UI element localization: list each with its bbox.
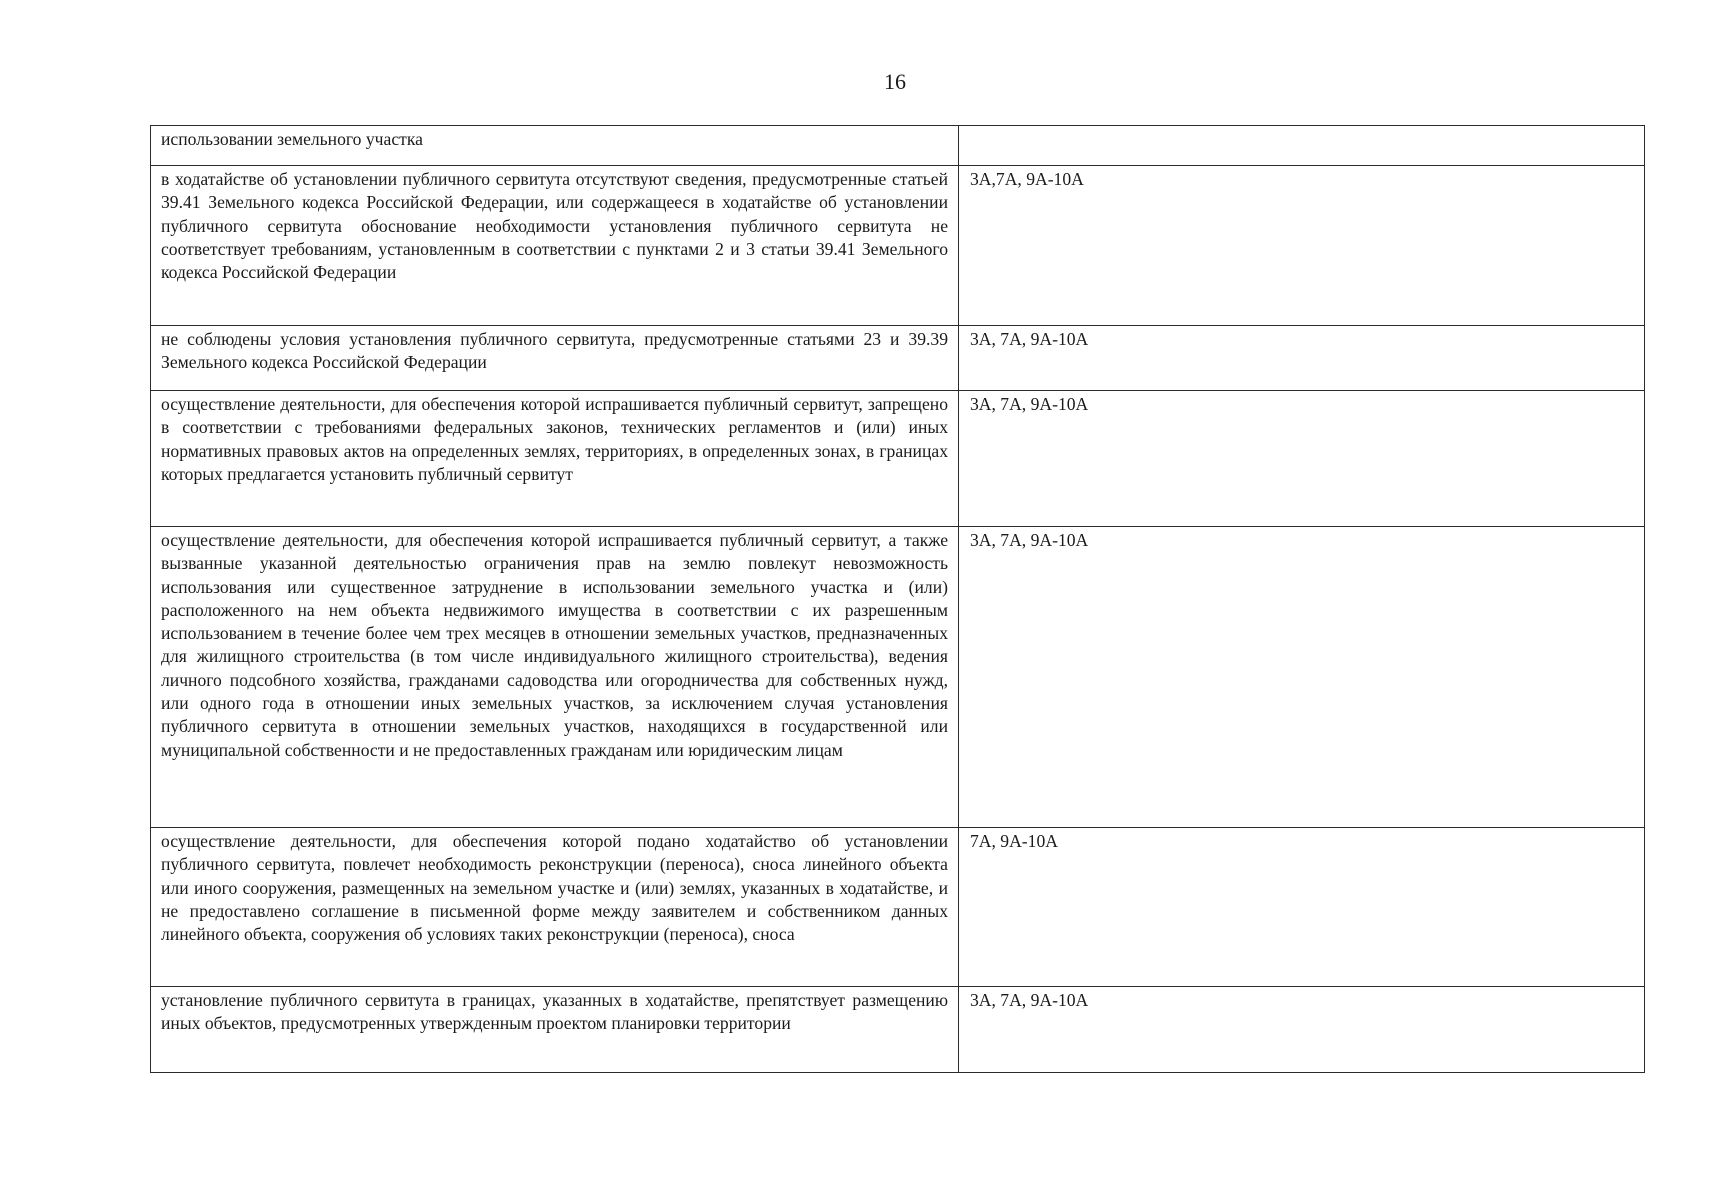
page-number: 16 (884, 69, 906, 94)
codes-cell: 3А, 7А, 9А-10А (959, 527, 1645, 828)
condition-cell: не соблюдены условия установления публичного сервитута, предусмотренные статьями 23 и 39.39 Земельного кодекса Российской Федерации (151, 326, 959, 391)
codes-cell: 3А,7А, 9А-10А (959, 166, 1645, 326)
condition-cell: установление публичного сервитута в границах, указанных в ходатайстве, препятствует размещению иных объектов, предусмотренных утвержденным проектом планировки территории (151, 987, 959, 1073)
condition-cell: использовании земельного участка (151, 126, 959, 166)
table-row (151, 391, 1645, 527)
codes-cell: 3А, 7А, 9А-10А (959, 987, 1645, 1073)
condition-cell: осуществление деятельности, для обеспечения которой подано ходатайство об установлении публичного сервитута, повлечет необходимость реконструкции (переноса), сноса линейного объекта или иного сооружения, размещенных на земельном участке и (или) землях, указанных в ходатайстве, и не предоставлено соглашение в письменной форме между заявителем и собственником данных линейного объекта, сооружения об условиях таких реконструкции (переноса), сноса (151, 828, 959, 987)
table-row (151, 527, 1645, 828)
condition-cell: в ходатайстве об установлении публичного сервитута отсутствуют сведения, предусмотренные статьей 39.41 Земельного кодекса Российской Федерации, или содержащееся в ходатайстве об установлении публичного сервитута обоснование необходимости установления публичного сервитута не соответствует требованиям, установленным в соответствии с пунктами 2 и 3 статьи 39.41 Земельного кодекса Российской Федерации (151, 166, 959, 326)
codes-cell: 3А, 7А, 9А-10А (959, 391, 1645, 527)
codes-cell (959, 126, 1645, 166)
table-row (151, 126, 1645, 166)
table-row (151, 326, 1645, 391)
codes-cell: 3А, 7А, 9А-10А (959, 326, 1645, 391)
condition-cell: осуществление деятельности, для обеспечения которой испрашивается публичный сервитут, а также вызванные указанной деятельностью ограничения прав на землю повлекут невозможность использования или существенное затруднение в использовании земельного участка и (или) расположенного на нем объекта недвижимого имущества в соответствии с их разрешенным использованием в течение более чем трех месяцев в отношении земельных участков, предназначенных для жилищного строительства (в том числе индивидуального жилищного строительства), ведения личного подсобного хозяйства, гражданами садоводства или огородничества для собственных нужд, или одного года в отношении иных земельных участков, за исключением случая установления публичного сервитута в отношении земельных участков, находящихся в государственной или муниципальной собственности и не предоставленных гражданам или юридическим лицам (151, 527, 959, 828)
refusal-grounds-table (150, 125, 1645, 1073)
table-row (151, 828, 1645, 987)
table-row (151, 987, 1645, 1073)
condition-cell: осуществление деятельности, для обеспечения которой испрашивается публичный сервитут, запрещено в соответствии с требованиями федеральных законов, технических регламентов и (или) иных нормативных правовых актов на определенных землях, территориях, в определенных зонах, в границах которых предлагается установить публичный сервитут (151, 391, 959, 527)
table-row (151, 166, 1645, 326)
codes-cell: 7А, 9А-10А (959, 828, 1645, 987)
